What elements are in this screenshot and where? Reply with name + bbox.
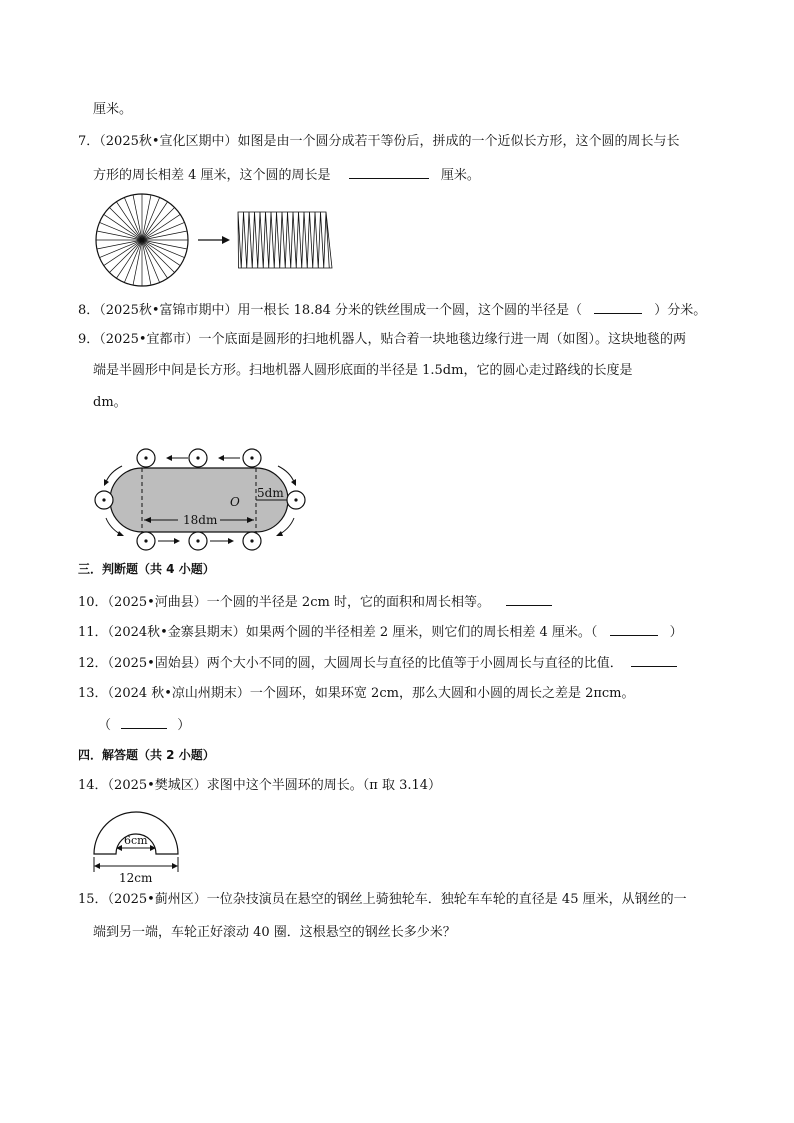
q13-paren-close: ） — [177, 718, 191, 733]
length-label: 18dm — [183, 513, 218, 527]
robot-circle — [137, 449, 155, 467]
divided-circle — [96, 194, 188, 286]
robot-circle — [137, 532, 155, 550]
q7-line1: 7．（2025秋•宣化区期中）如图是由一个圆分成若干等份后，拼成的一个近似长方形，这个圆的周长与长 — [78, 134, 680, 149]
robot-circle — [243, 532, 261, 550]
q13-line2 — [98, 714, 190, 736]
q10-answer-blank[interactable] — [506, 591, 552, 606]
circle-to-rectangle-figure — [90, 192, 330, 292]
q9-line2: 端是半圆形中间是长方形。扫地机器人圆形底面的半径是 1.5dm，它的圆心走过路线的长度是 — [93, 363, 633, 378]
q12-text: 12．（2025•固始县）两个大小不同的圆，大圆周长与直径的比值等于小圆周长与直径的比值． — [78, 656, 623, 671]
q13-answer-blank[interactable] — [121, 714, 167, 729]
q12-answer-blank[interactable] — [631, 652, 677, 667]
robot-circle — [95, 491, 113, 509]
q11-text: 11．（2024秋•金寨县期末）如果两个圆的半径相差 2 厘米，则它们的周长相差 4 厘米。（ — [78, 625, 598, 640]
semicircle-ring-figure — [90, 808, 190, 886]
approx-rectangle — [238, 212, 332, 268]
right-arrow — [198, 236, 230, 244]
q10-text: 10．（2025•河曲县）一个圆的半径是 2cm 时，它的面积和周长相等。 — [78, 595, 490, 610]
q7-line2-post: 厘米。 — [440, 168, 480, 183]
q12-line — [78, 652, 677, 674]
q7-answer-blank[interactable] — [349, 164, 429, 179]
q7-line2 — [93, 164, 480, 186]
q7-line2-pre: 方形的周长相差 4 厘米，这个圆的周长是 — [93, 168, 331, 183]
q13-line1: 13．（2024 秋•凉山州期末）一个圆环，如果环宽 2cm，那么大圆和小圆的周长之差是 2πcm。 — [78, 686, 635, 701]
q11-answer-blank[interactable] — [610, 621, 658, 636]
q6-tail: 厘米。 — [93, 102, 133, 117]
q10-line — [78, 591, 552, 613]
robot-circle — [243, 449, 261, 467]
q8-answer-blank[interactable] — [594, 299, 642, 314]
outer-dimension — [94, 857, 178, 885]
q11-line — [78, 621, 683, 643]
outer-diameter-label: 12cm — [119, 871, 153, 885]
q8-line — [78, 299, 706, 321]
robot-circle — [287, 491, 305, 509]
center-label: O — [230, 495, 240, 509]
q9-line1: 9．（2025•宜都市）一个底面是圆形的扫地机器人，贴合着一块地毯边缘行进一周（如图）。这块地毯的两 — [78, 332, 687, 347]
section-4-heading: 四．解答题（共 2 小题） — [78, 748, 215, 762]
carpet-path-figure — [90, 444, 310, 554]
q8-text: 8．（2025秋•富锦市期中）用一根长 18.84 分米的铁丝围成一个圆，这个圆的半径是（ — [78, 303, 583, 318]
q13-paren-open: （ — [98, 718, 112, 733]
q15-line1: 15．（2025•蓟州区）一位杂技演员在悬空的钢丝上骑独轮车．独轮车车轮的直径是 45 厘米，从钢丝的一 — [78, 892, 687, 907]
q14-line: 14．（2025•樊城区）求图中这个半圆环的周长。（π 取 3.14） — [78, 778, 442, 793]
q11-text-end: ） — [669, 625, 683, 640]
radius-label: 5dm — [257, 486, 284, 500]
robot-circle — [189, 449, 207, 467]
section-3-heading: 三．判断题（共 4 小题） — [78, 562, 215, 576]
inner-dimension — [116, 834, 156, 851]
robot-circle — [189, 532, 207, 550]
inner-diameter-label: 6cm — [124, 834, 148, 847]
q15-line2: 端到另一端，车轮正好滚动 40 圈．这根悬空的钢丝长多少米？ — [93, 925, 456, 940]
q8-text-end: ）分米。 — [654, 303, 707, 318]
q9-line3: dm。 — [93, 395, 127, 410]
